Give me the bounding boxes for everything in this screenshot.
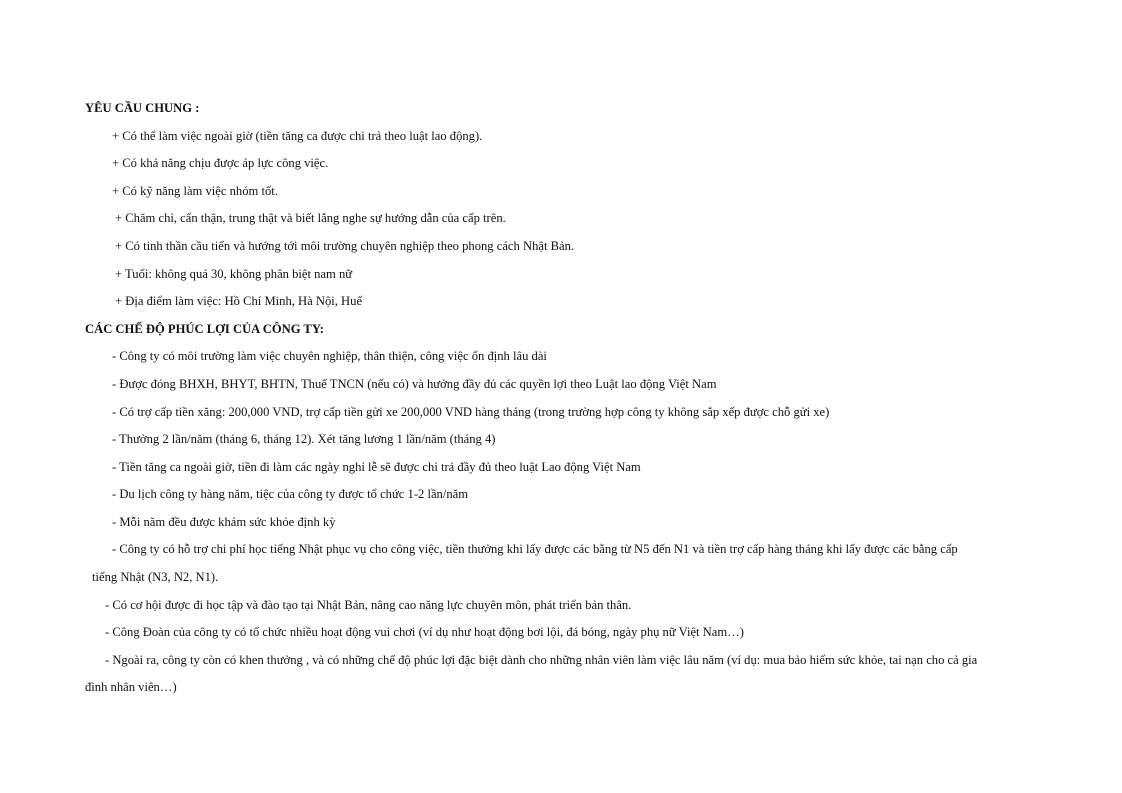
benefit-item: - Có cơ hội được đi học tập và đào tạo tại Nhật Bản, nâng cao năng lực chuyên môn, phát triển bản thân. [105, 598, 632, 612]
requirement-item: + Có thể làm việc ngoài giờ (tiền tăng ca được chi trả theo luật lao động). [112, 129, 483, 143]
benefit-item: - Công Đoàn của công ty có tổ chức nhiều hoạt động vui chơi (ví dụ như hoạt động bơi lội, đá bóng, ngày phụ nữ Việt Nam…) [105, 625, 744, 639]
section-heading-general-requirements: YÊU CẦU CHUNG : [85, 101, 200, 115]
requirement-item: + Có khả năng chịu được áp lực công việc. [112, 156, 329, 170]
benefit-item: - Du lịch công ty hàng năm, tiệc của công ty được tổ chức 1-2 lần/năm [112, 487, 469, 501]
requirement-item: + Có tinh thần cầu tiến và hướng tới môi trường chuyên nghiệp theo phong cách Nhật Bản. [115, 239, 575, 253]
benefit-item: - Công ty có môi trường làm việc chuyên nghiệp, thân thiện, công việc ổn định lâu dài [112, 349, 547, 363]
benefit-item: - Thưởng 2 lần/năm (tháng 6, tháng 12). Xét tăng lương 1 lần/năm (tháng 4) [112, 432, 496, 446]
requirement-item: + Địa điểm làm việc: Hồ Chí Minh, Hà Nội, Huế [115, 294, 363, 308]
benefit-item: - Tiền tăng ca ngoài giờ, tiền đi làm các ngày nghỉ lễ sẽ được chi trả đầy đủ theo luật Lao động Việt Nam [112, 460, 641, 474]
requirement-item: + Chăm chỉ, cẩn thận, trung thật và biết lắng nghe sự hướng dẫn của cấp trên. [115, 211, 506, 225]
benefit-item: - Mỗi năm đều được khám sức khỏe định kỳ [112, 515, 336, 529]
section-heading-company-benefits: CÁC CHẾ ĐỘ PHÚC LỢI CỦA CÔNG TY: [85, 322, 324, 336]
requirement-item: + Tuổi: không quá 30, không phân biệt nam nữ [115, 267, 353, 281]
requirement-item: + Có kỹ năng làm việc nhóm tốt. [112, 184, 278, 198]
benefit-item: - Được đóng BHXH, BHYT, BHTN, Thuế TNCN (nếu có) và hưởng đầy đủ các quyền lợi theo Luật lao động Việt Nam [112, 377, 717, 391]
benefit-item: - Có trợ cấp tiền xăng: 200,000 VND, trợ cấp tiền gửi xe 200,000 VND hàng tháng (trong trường hợp công ty không sắp xếp được chỗ gửi xe) [112, 405, 830, 419]
benefit-item: - Ngoài ra, công ty còn có khen thưởng , và có những chế độ phúc lợi đặc biệt dành cho những nhân viên làm việc lâu năm (ví dụ: mua bảo hiểm sức khỏe, tai nạn cho cả gia [105, 653, 978, 667]
benefit-item-continuation: tiếng Nhật (N3, N2, N1). [92, 570, 219, 584]
benefit-item-continuation: đình nhân viên…) [85, 680, 177, 694]
benefit-item: - Công ty có hỗ trợ chi phí học tiếng Nhật phục vụ cho công việc, tiền thưởng khi lấy được các bằng từ N5 đến N1 và tiền trợ cấp hàng tháng khi lấy được các bằng cấp [112, 542, 958, 556]
